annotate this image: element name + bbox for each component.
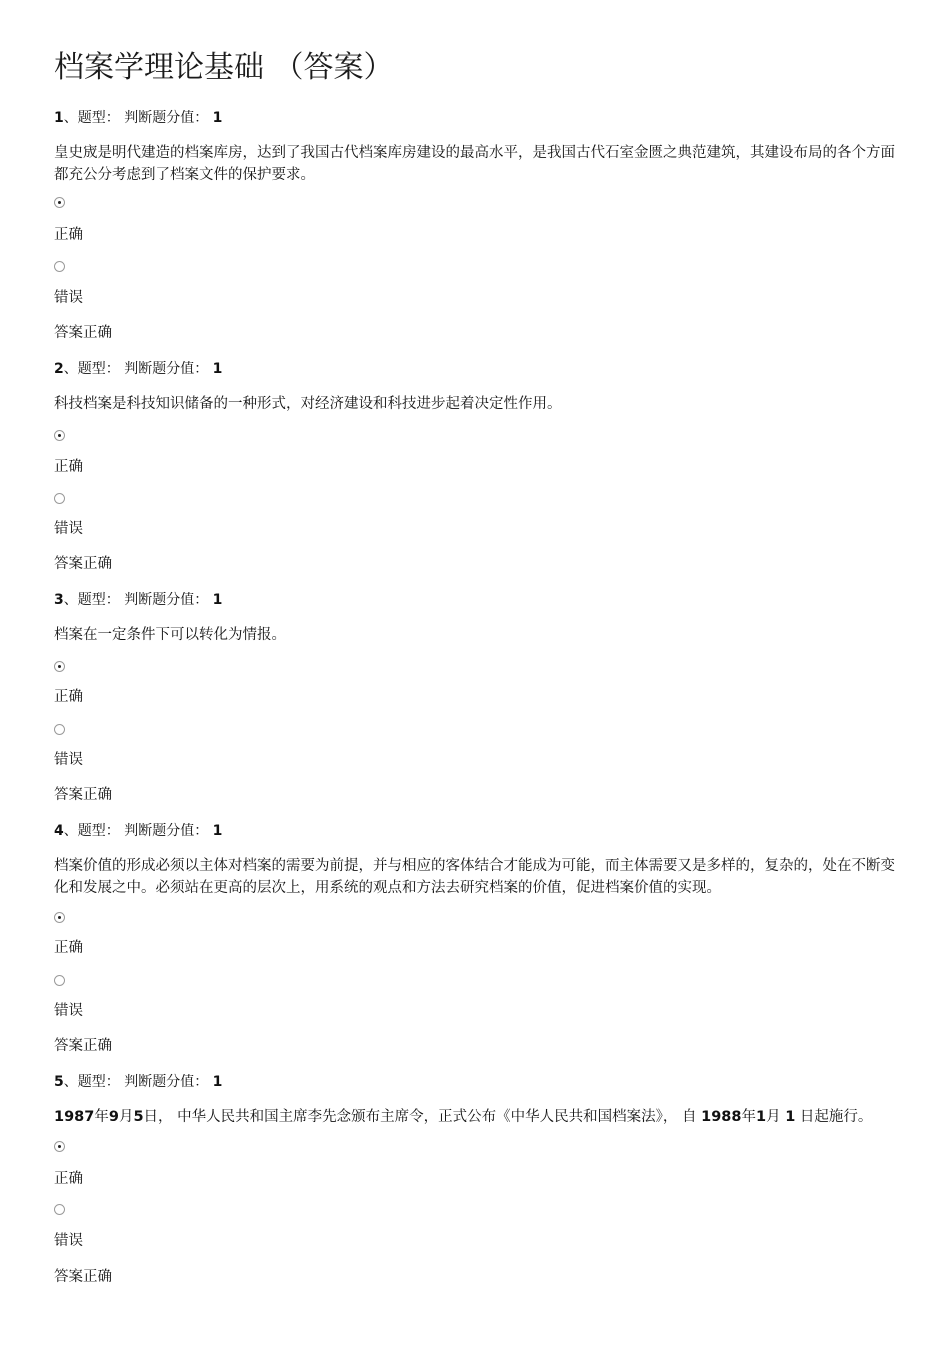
score-value: 1 [212, 823, 223, 839]
option-label-wrong: 错误 [54, 1233, 83, 1249]
answer-result: 答案正确 [54, 787, 112, 803]
question-number: 5 [54, 1074, 64, 1090]
question-type-prefix: 、题型： [63, 823, 120, 839]
question-type-prefix: 、题型： [63, 110, 120, 126]
question-text [54, 1106, 904, 1128]
question-number: 1 [54, 110, 64, 126]
score-value: 1 [212, 110, 223, 126]
option-label-correct: 正确 [54, 459, 83, 475]
answer-result: 答案正确 [54, 1269, 112, 1285]
text-part: 日起施行。 [795, 1109, 873, 1125]
question-header [54, 590, 222, 610]
date-year: 1988 [701, 1109, 742, 1125]
option-label-correct: 正确 [54, 940, 83, 956]
radio-correct[interactable] [54, 1141, 65, 1152]
date-month: 9 [108, 1109, 119, 1125]
option-label-wrong: 错误 [54, 290, 83, 306]
score-label: 分值： [166, 110, 209, 126]
page-title: 档案学理论基础 （答案） [54, 50, 394, 85]
question-header [54, 108, 222, 128]
date-day: 1 [785, 1109, 796, 1125]
question-text: 档案在一定条件下可以转化为情报。 [54, 627, 286, 643]
option-label-correct: 正确 [54, 689, 83, 705]
date-day: 5 [133, 1109, 144, 1125]
answer-result: 答案正确 [54, 556, 112, 572]
score-value: 1 [212, 361, 223, 377]
radio-wrong[interactable] [54, 261, 65, 272]
option-label-wrong: 错误 [54, 1003, 83, 1019]
option-label-wrong: 错误 [54, 752, 83, 768]
question-text: 科技档案是科技知识储备的一种形式，对经济建设和科技进步起着决定性作用。 [54, 396, 562, 412]
radio-correct[interactable] [54, 430, 65, 441]
radio-correct[interactable] [54, 197, 65, 208]
score-label: 分值： [166, 361, 209, 377]
radio-wrong[interactable] [54, 1204, 65, 1215]
question-number: 3 [54, 592, 64, 608]
radio-wrong[interactable] [54, 724, 65, 735]
text-part: 月 [766, 1109, 786, 1125]
text-part: 年 [741, 1109, 756, 1125]
question-text: 皇史宬是明代建造的档案库房，达到了我国古代档案库房建设的最高水平，是我国古代石室金匮之典范建筑，其建设布局的各个方面都充公分考虑到了档案文件的保护要求。 [54, 145, 895, 183]
radio-correct[interactable] [54, 661, 65, 672]
question-type-prefix: 、题型： [63, 1074, 120, 1090]
radio-wrong[interactable] [54, 493, 65, 504]
answer-result: 答案正确 [54, 1038, 112, 1054]
answer-result: 答案正确 [54, 325, 112, 341]
question-header [54, 359, 222, 379]
radio-wrong[interactable] [54, 975, 65, 986]
question-number: 4 [54, 823, 64, 839]
text-part: 年 [94, 1109, 109, 1125]
score-label: 分值： [166, 823, 209, 839]
question-header [54, 1072, 222, 1092]
question-type-prefix: 、题型： [63, 592, 120, 608]
date-year: 1987 [54, 1109, 95, 1125]
question-type: 判断题 [124, 361, 167, 377]
score-value: 1 [212, 1074, 223, 1090]
question-type-prefix: 、题型： [63, 361, 120, 377]
score-label: 分值： [166, 1074, 209, 1090]
question-type: 判断题 [124, 823, 167, 839]
question-text: 档案价值的形成必须以主体对档案的需要为前提，并与相应的客体结合才能成为可能，而主体需要又是多样的，复杂的，处在不断变化和发展之中。必须站在更高的层次上，用系统的观点和方法去研究档案的价值，促进档案价值的实现。 [54, 858, 895, 896]
text-part: 日， 中华人民共和国主席李先念颁布主席令，正式公布《中华人民共和国档案法》， 自 [143, 1109, 702, 1125]
question-header [54, 821, 222, 841]
option-label-correct: 正确 [54, 227, 83, 243]
date-month: 1 [755, 1109, 767, 1125]
option-label-correct: 正确 [54, 1171, 83, 1187]
radio-correct[interactable] [54, 912, 65, 923]
question-type: 判断题 [124, 110, 167, 126]
text-part: 月 [118, 1109, 134, 1125]
option-label-wrong: 错误 [54, 521, 83, 537]
score-value: 1 [212, 592, 223, 608]
question-type: 判断题 [124, 592, 167, 608]
score-label: 分值： [166, 592, 209, 608]
question-type: 判断题 [124, 1074, 167, 1090]
question-number: 2 [54, 361, 64, 377]
